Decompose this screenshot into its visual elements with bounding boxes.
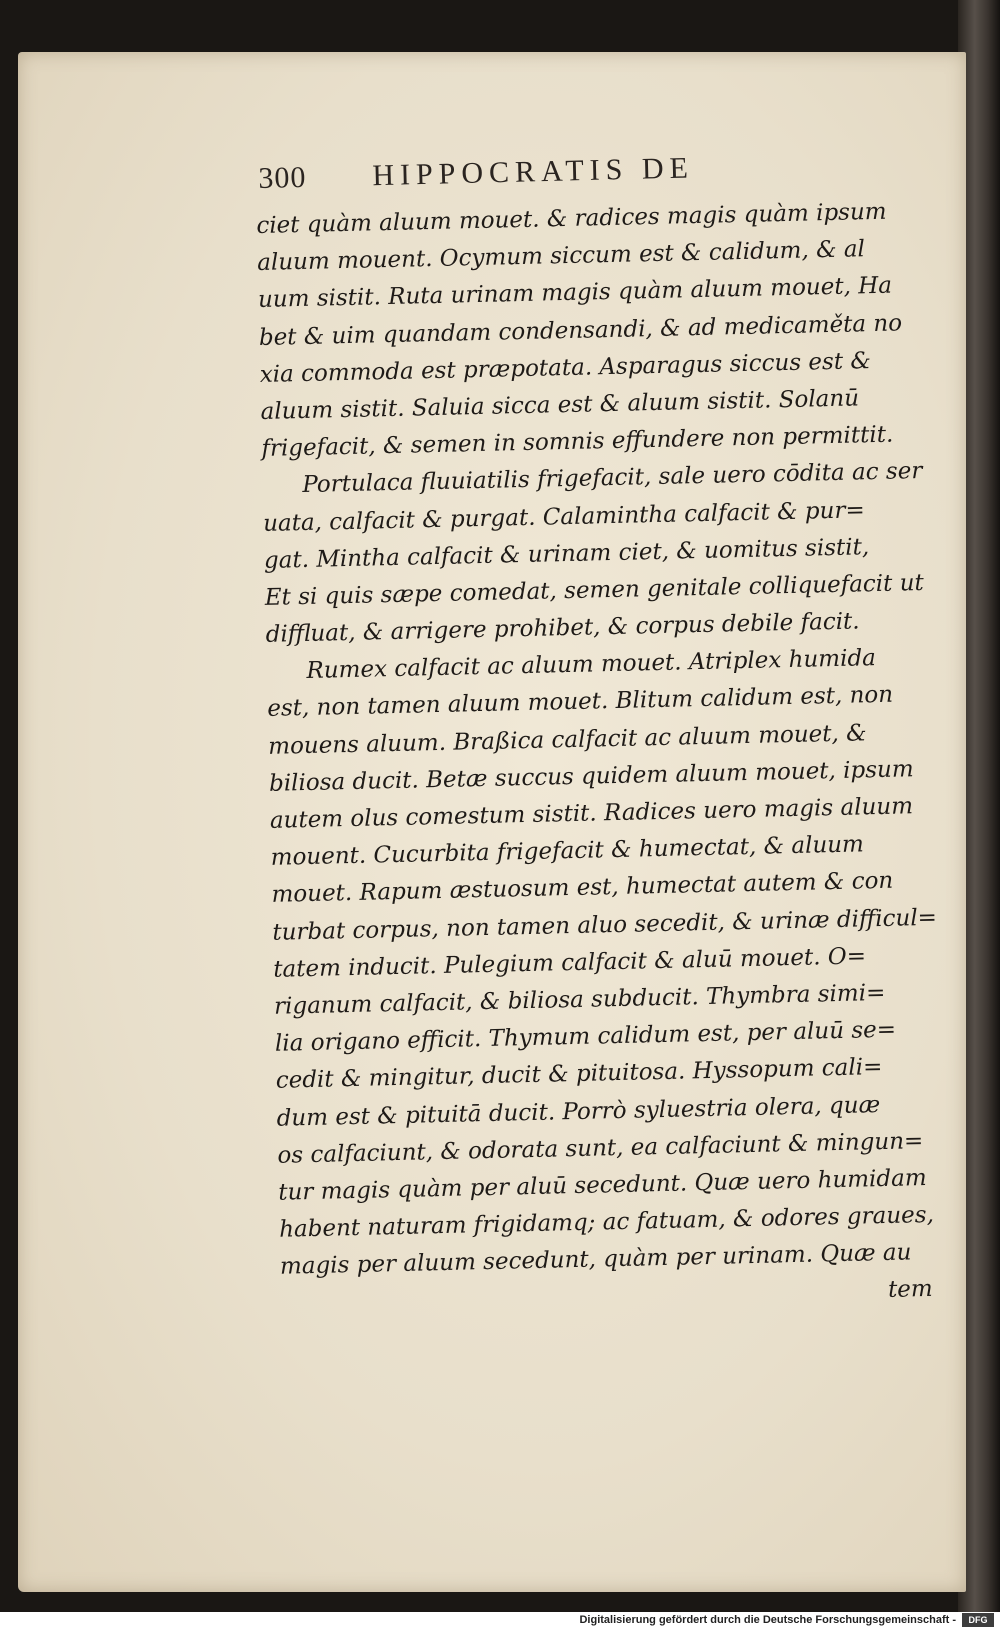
text-line: riganum calfacit, & biliosa subducit. Thymbra simi= — [273, 979, 886, 1020]
text-line: Rumex calfacit ac aluum mouet. Atriplex humida — [306, 645, 877, 685]
text-line: cedit & mingitur, ducit & pituitosa. Hyssopum cali= — [275, 1054, 883, 1095]
dfg-logo: DFG — [962, 1613, 994, 1627]
running-head-title: HIPPOCRATIS DE — [371, 151, 695, 193]
text-line: bet & uim quandam condensandi, & ad medicaměta no — [258, 309, 903, 351]
text-line: magis per aluum secedunt, quàm per urinam. Quæ au — [279, 1239, 912, 1280]
page-number: 300 — [258, 160, 307, 195]
text-line: mouens aluum. Braßica calfacit ac aluum mouet, & — [267, 719, 867, 760]
text-line: dum est & pituitā ducit. Porrò syluestria olera, quæ — [276, 1091, 881, 1132]
text-line: frigefacit, & semen in somnis effundere non permittit. — [261, 421, 894, 463]
text-line: Portulaca fluuiatilis frigefacit, sale uero cōdita ac ser — [302, 458, 923, 499]
catchword: tem — [887, 1276, 934, 1304]
text-line: lia origano efficit. Thymum calidum est, per aluū se= — [274, 1016, 897, 1057]
body-text — [256, 193, 961, 1324]
text-line: mouet. Rapum æstuosum est, humectat autem & con — [271, 868, 894, 909]
text-line: aluum mouent. Ocymum siccum est & calidum, & al — [256, 236, 866, 277]
text-line: tur magis quàm per aluū secedunt. Quæ uero humidam — [278, 1164, 927, 1206]
text-line: xia commoda est præpotata. Asparagus siccus est & — [259, 347, 872, 388]
text-line: ciet quàm aluum mouet. & radices magis quàm ipsum — [256, 198, 887, 239]
text-line: os calfaciunt, & odorata sunt, ea calfaciunt & mingun= — [277, 1127, 924, 1169]
text-line: diffluat, & arrigere prohibet, & corpus debile facit. — [265, 608, 860, 648]
text-line: tatem inducit. Pulegium calfacit & aluū mouet. O= — [272, 943, 867, 983]
text-line: est, non tamen aluum mouet. Blitum calidum est, non — [267, 682, 894, 723]
text-line: biliosa ducit. Betæ succus quidem aluum mouet, ipsum — [268, 756, 914, 797]
text-line: gat. Mintha calfacit & urinam ciet, & uomitus sistit, — [263, 533, 870, 574]
text-line: uata, calfacit & purgat. Calamintha calfacit & pur= — [262, 496, 865, 537]
digitization-footer — [0, 1612, 1000, 1629]
text-line: aluum sistit. Saluia sicca est & aluum sistit. Solanū — [260, 385, 860, 425]
text-line: habent naturam frigidamq; ac fatuam, & odores graues, — [278, 1201, 935, 1243]
text-line: uum sistit. Ruta urinam magis quàm aluum mouet, Ha — [257, 272, 893, 314]
text-line: Et si quis sæpe comedat, semen genitale colliquefacit ut — [264, 569, 925, 611]
text-line: turbat corpus, non tamen aluo secedit, & urinæ difficul= — [272, 904, 938, 946]
text-line: mouent. Cucurbita frigefacit & humectat, & aluum — [270, 831, 865, 872]
text-line: autem olus comestum sistit. Radices uero magis aluum — [269, 793, 914, 834]
funding-credit: Digitalisierung gefördert durch die Deutsche Forschungsgemeinschaft - — [579, 1614, 956, 1626]
